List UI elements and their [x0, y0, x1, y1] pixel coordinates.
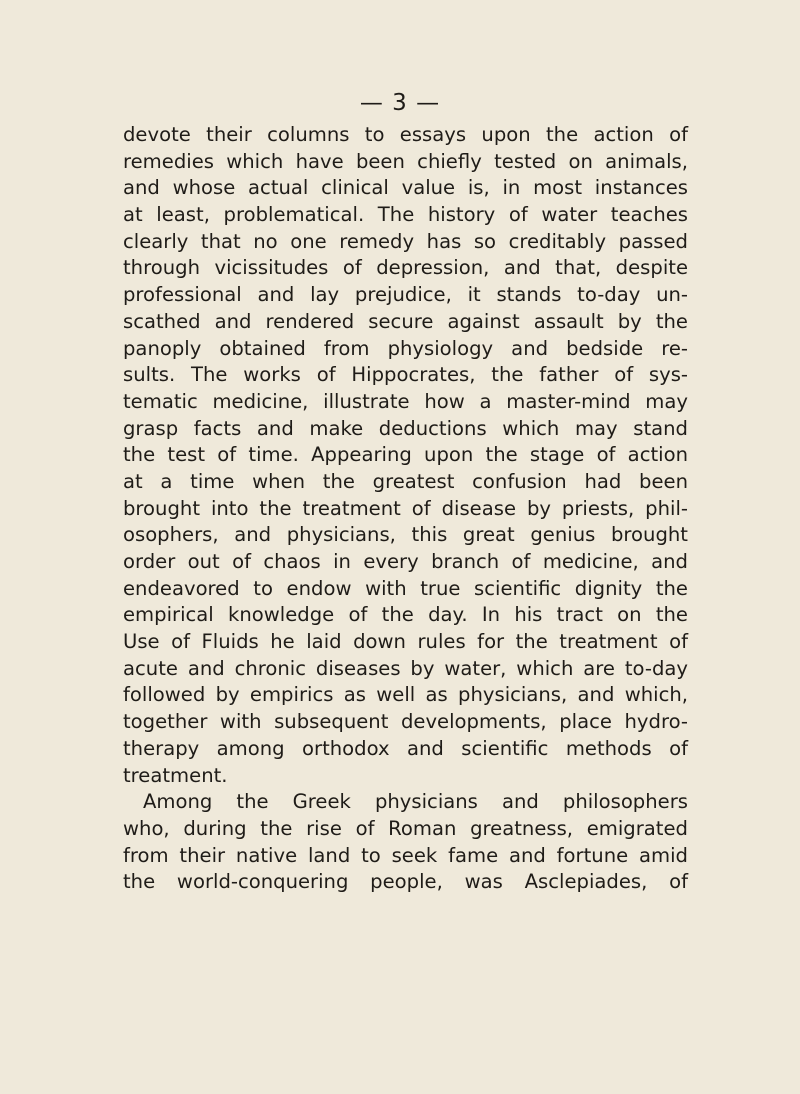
- text-line: Among the Greek physicians and philosophers: [143, 790, 688, 814]
- text-line: from their native land to seek fame and fortune amid: [123, 843, 688, 867]
- text-line: scathed and rendered secure against assault by the: [123, 309, 688, 333]
- text-line: tematic medicine, illustrate how a master-mind may: [123, 389, 688, 413]
- text-line: and whose actual clinical value is, in most instances: [123, 176, 688, 200]
- text-line: Use of Fluids he laid down rules for the treatment of: [123, 630, 688, 654]
- text-line: professional and lay prejudice, it stands to-day un-: [123, 283, 688, 307]
- text-line: sults. The works of Hippocrates, the father of sys-: [123, 363, 688, 387]
- text-line: followed by empirics as well as physicians, and which,: [123, 683, 688, 707]
- text-line: at least, problematical. The history of water teaches: [123, 203, 688, 227]
- text-line: empirical knowledge of the day. In his tract on the: [123, 603, 688, 627]
- text-line: remedies which have been chiefly tested on animals,: [123, 149, 688, 173]
- body-text: [123, 122, 688, 896]
- text-line: devote their columns to essays upon the action of: [123, 123, 688, 146]
- text-line: therapy among orthodox and scientific methods of: [123, 736, 688, 760]
- text-line: at a time when the greatest confusion had been: [123, 469, 688, 493]
- text-line: the world-conquering people, was Asclepiades, of: [123, 870, 688, 894]
- text-line: order out of chaos in every branch of medicine, and: [123, 550, 688, 573]
- text-line: through vicissitudes of depression, and that, despite: [123, 256, 688, 280]
- text-line: endeavored to endow with true scientific dignity the: [123, 576, 688, 600]
- text-line: together with subsequent developments, place hydro-: [123, 710, 688, 734]
- text-line: panoply obtained from physiology and bedside re-: [123, 336, 688, 360]
- text-line: acute and chronic diseases by water, which are to-day: [123, 656, 688, 680]
- text-line: treatment.: [123, 763, 228, 787]
- text-line: clearly that no one remedy has so creditably passed: [123, 229, 688, 253]
- text-line: who, during the rise of Roman greatness, emigrated: [123, 816, 688, 840]
- page-number: — 3 —: [359, 90, 441, 116]
- text-line: the test of time. Appearing upon the stage of action: [123, 443, 688, 467]
- text-line: brought into the treatment of disease by priests, phil-: [123, 496, 688, 520]
- text-line: grasp facts and make deductions which may stand: [123, 416, 688, 440]
- text-line: osophers, and physicians, this great genius brought: [123, 523, 688, 547]
